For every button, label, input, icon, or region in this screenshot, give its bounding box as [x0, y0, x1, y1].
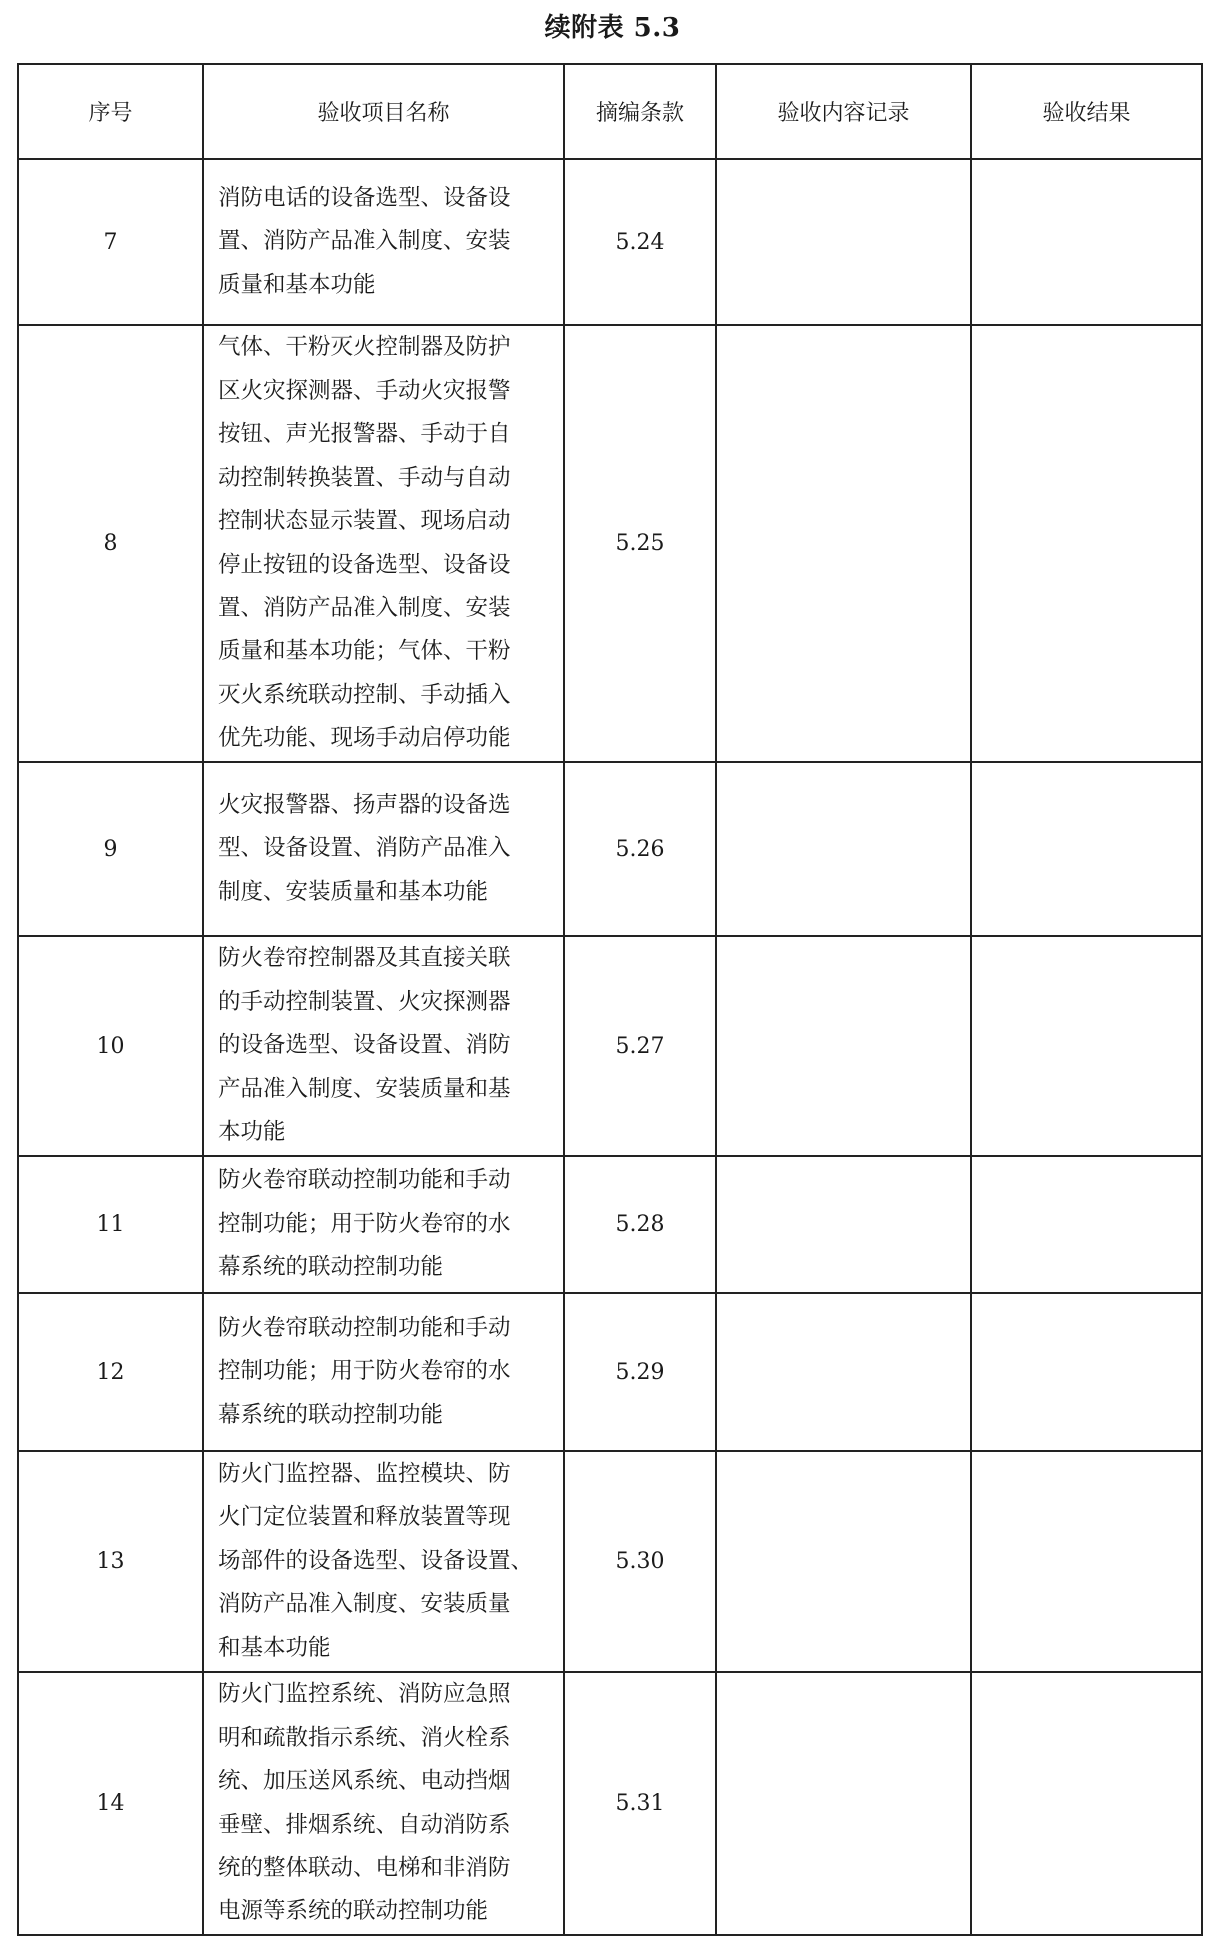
item-name-line: 制度、安装质量和基本功能 [218, 878, 489, 905]
cell-no: 9 [18, 762, 203, 936]
cell-record [716, 1293, 971, 1451]
acceptance-table [17, 63, 1203, 1936]
table-row [18, 325, 1202, 762]
item-name-line: 型、设备设置、消防产品准入 [218, 835, 511, 862]
cell-item-name [203, 325, 564, 762]
cell-item-name [203, 762, 564, 936]
item-name-line: 火门定位装置和释放装置等现 [218, 1504, 511, 1531]
item-name-line: 气体、干粉灭火控制器及防护 [218, 334, 511, 361]
table-row [18, 1451, 1202, 1672]
cell-record [716, 936, 971, 1156]
cell-result [971, 325, 1202, 762]
item-name-line: 本功能 [218, 1119, 286, 1146]
item-name-line: 和基本功能 [218, 1634, 331, 1661]
cell-item-name [203, 1293, 564, 1451]
item-name-line: 防火门监控器、监控模块、防 [218, 1460, 511, 1487]
table-row [18, 1672, 1202, 1935]
item-name-line: 控制功能；用于防火卷帘的水 [218, 1358, 511, 1385]
cell-no: 10 [18, 936, 203, 1156]
page-title: 续附表 5.3 [544, 13, 681, 43]
item-name-line: 统的整体联动、电梯和非消防 [218, 1854, 511, 1881]
cell-record [716, 1451, 971, 1672]
item-name-line: 质量和基本功能 [218, 271, 376, 298]
item-name-line: 消防产品准入制度、安装质量 [218, 1591, 511, 1618]
item-name-line: 控制功能；用于防火卷帘的水 [218, 1210, 511, 1237]
item-name-line: 按钮、声光报警器、手动于自 [218, 421, 511, 448]
item-name-line: 防火卷帘控制器及其直接关联 [218, 945, 511, 972]
table-row [18, 1293, 1202, 1451]
item-name-line: 置、消防产品准入制度、安装 [218, 594, 511, 621]
cell-result [971, 1451, 1202, 1672]
cell-record [716, 159, 971, 325]
cell-no: 8 [18, 325, 203, 762]
item-name-line: 火灾报警器、扬声器的设备选 [218, 791, 511, 818]
table-row [18, 159, 1202, 325]
cell-result [971, 762, 1202, 936]
cell-clause: 5.30 [564, 1451, 716, 1672]
item-name-line: 灭火系统联动控制、手动插入 [218, 681, 511, 708]
item-name-line: 明和疏散指示系统、消火栓系 [218, 1724, 511, 1751]
item-name-line: 置、消防产品准入制度、安装 [218, 228, 511, 255]
cell-no: 13 [18, 1451, 203, 1672]
cell-item-name [203, 1451, 564, 1672]
item-name-line: 动控制转换装置、手动与自动 [218, 464, 511, 491]
cell-item-name [203, 1156, 564, 1293]
item-name-line: 的手动控制装置、火灾探测器 [218, 988, 511, 1015]
item-name-line: 区火灾探测器、手动火灾报警 [218, 377, 511, 404]
header-row [18, 64, 1202, 159]
item-name-line: 垂壁、排烟系统、自动消防系 [218, 1811, 511, 1838]
cell-clause: 5.26 [564, 762, 716, 936]
cell-record [716, 325, 971, 762]
item-name-line: 控制状态显示装置、现场启动 [218, 508, 511, 535]
cell-clause: 5.25 [564, 325, 716, 762]
cell-item-name [203, 1672, 564, 1935]
cell-clause: 5.27 [564, 936, 716, 1156]
item-name-line: 统、加压送风系统、电动挡烟 [218, 1768, 511, 1795]
cell-result [971, 1293, 1202, 1451]
cell-no: 7 [18, 159, 203, 325]
item-name-line: 消防电话的设备选型、设备设 [218, 184, 511, 211]
item-name-line: 幕系统的联动控制功能 [218, 1254, 444, 1281]
table-row [18, 1156, 1202, 1293]
table-row [18, 762, 1202, 936]
column-header-clause: 摘编条款 [564, 64, 716, 159]
item-name-line: 产品准入制度、安装质量和基 [218, 1075, 511, 1102]
item-name-line: 优先功能、现场手动启停功能 [218, 725, 511, 752]
cell-record [716, 1156, 971, 1293]
cell-result [971, 936, 1202, 1156]
column-header-record: 验收内容记录 [716, 64, 971, 159]
cell-item-name [203, 159, 564, 325]
column-header-result: 验收结果 [971, 64, 1202, 159]
item-name-line: 防火卷帘联动控制功能和手动 [218, 1167, 511, 1194]
table-row [18, 936, 1202, 1156]
item-name-line: 停止按钮的设备选型、设备设 [218, 551, 511, 578]
cell-record [716, 1672, 971, 1935]
cell-clause: 5.31 [564, 1672, 716, 1935]
cell-no: 11 [18, 1156, 203, 1293]
cell-clause: 5.29 [564, 1293, 716, 1451]
cell-record [716, 762, 971, 936]
cell-no: 12 [18, 1293, 203, 1451]
item-name-line: 场部件的设备选型、设备设置、 [218, 1547, 534, 1574]
item-name-line: 防火门监控系统、消防应急照 [218, 1681, 511, 1708]
column-header-no: 序号 [18, 64, 203, 159]
cell-item-name [203, 936, 564, 1156]
cell-clause: 5.24 [564, 159, 716, 325]
cell-result [971, 1156, 1202, 1293]
column-header-item-name: 验收项目名称 [203, 64, 564, 159]
item-name-line: 电源等系统的联动控制功能 [218, 1898, 489, 1925]
item-name-line: 防火卷帘联动控制功能和手动 [218, 1314, 511, 1341]
cell-result [971, 159, 1202, 325]
item-name-line: 幕系统的联动控制功能 [218, 1401, 444, 1428]
item-name-line: 的设备选型、设备设置、消防 [218, 1032, 511, 1059]
cell-result [971, 1672, 1202, 1935]
cell-no: 14 [18, 1672, 203, 1935]
cell-clause: 5.28 [564, 1156, 716, 1293]
item-name-line: 质量和基本功能；气体、干粉 [218, 638, 511, 665]
